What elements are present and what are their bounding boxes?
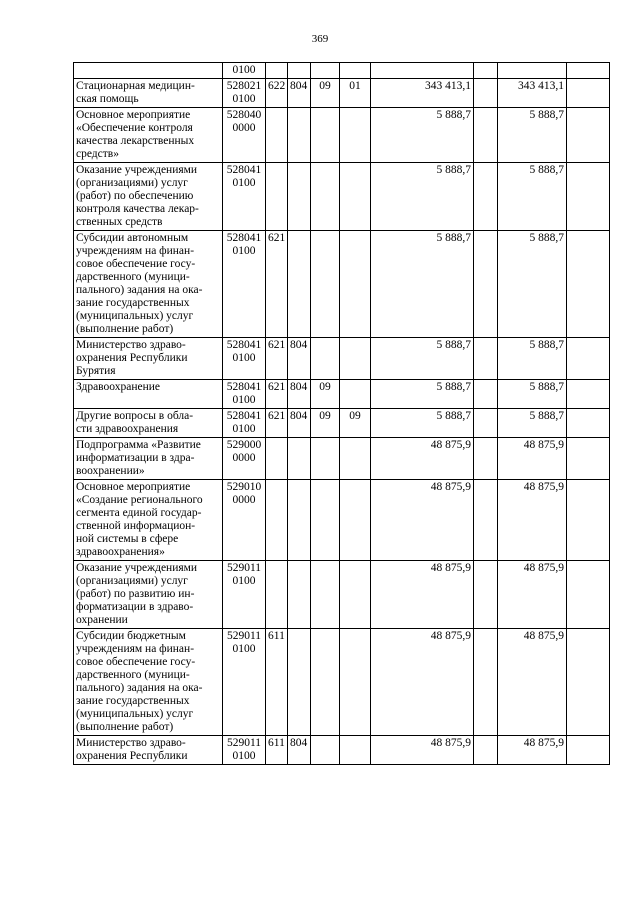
name-cell-line: Оказание учреждениями [76, 164, 198, 176]
target-article-cell-line: 0000 [232, 452, 256, 464]
expense-type-cell: 622 [266, 79, 288, 108]
change-cell [474, 438, 498, 480]
expense-type-cell [266, 438, 288, 480]
amount-total-cell: 5 888,7 [498, 409, 567, 438]
amount-cell: 48 875,9 [371, 480, 474, 561]
target-article-cell [223, 736, 266, 765]
department-cell [288, 561, 311, 629]
amount-total-cell: 5 888,7 [498, 338, 567, 380]
section-cell [311, 438, 340, 480]
target-article-cell [223, 108, 266, 163]
name-cell-line: зание государственных [76, 695, 190, 707]
target-article-cell-line: 0100 [232, 64, 256, 76]
name-cell-line: (организациями) услуг [76, 575, 188, 587]
table-row [74, 231, 610, 338]
target-article-cell-line: 529011 [226, 562, 262, 574]
subsection-cell [340, 561, 371, 629]
target-article-cell-line: 0100 [232, 245, 256, 257]
expense-type-cell: 621 [266, 380, 288, 409]
expense-type-cell [266, 63, 288, 79]
change-cell [474, 736, 498, 765]
extra-cell [567, 380, 610, 409]
target-article-cell [223, 79, 266, 108]
name-cell [74, 409, 223, 438]
section-cell [311, 163, 340, 231]
department-cell [288, 108, 311, 163]
amount-cell: 5 888,7 [371, 380, 474, 409]
name-cell-line: (выполнение работ) [76, 721, 174, 733]
expense-type-cell: 621 [266, 409, 288, 438]
amount-total-cell: 5 888,7 [498, 231, 567, 338]
extra-cell [567, 736, 610, 765]
section-cell [311, 736, 340, 765]
table-row [74, 438, 610, 480]
name-cell [74, 163, 223, 231]
name-cell-line: пального) задания на ока- [76, 284, 203, 296]
extra-cell [567, 63, 610, 79]
change-cell [474, 480, 498, 561]
budget-table [73, 62, 610, 765]
name-cell-line: (муниципальных) услуг [76, 708, 194, 720]
target-article-cell-line: 528041 [226, 164, 262, 176]
name-cell-line: ной системы в сфере [76, 533, 179, 545]
change-cell [474, 63, 498, 79]
name-cell-line: (организациями) услуг [76, 177, 188, 189]
extra-cell [567, 409, 610, 438]
target-article-cell-line: 529011 [226, 630, 262, 642]
section-cell [311, 561, 340, 629]
name-cell-line: учреждениям на финан- [76, 245, 195, 257]
section-cell: 09 [311, 409, 340, 438]
name-cell-line: Субсидии бюджетным [76, 630, 186, 642]
name-cell [74, 108, 223, 163]
name-cell-line: охранения Республики [76, 352, 188, 364]
name-cell-line: Стационарная медицин- [76, 80, 195, 92]
name-cell-line: Бурятия [76, 365, 116, 377]
expense-type-cell: 621 [266, 338, 288, 380]
target-article-cell-line: 0100 [232, 93, 256, 105]
subsection-cell [340, 629, 371, 736]
target-article-cell [223, 480, 266, 561]
name-cell-line: «Создание регионального [76, 494, 203, 506]
target-article-cell-line: 0100 [232, 575, 256, 587]
change-cell [474, 108, 498, 163]
section-cell [311, 629, 340, 736]
name-cell-line: Субсидии автономным [76, 232, 189, 244]
name-cell [74, 338, 223, 380]
name-cell-line: охранении [76, 614, 128, 626]
amount-cell: 5 888,7 [371, 231, 474, 338]
subsection-cell: 09 [340, 409, 371, 438]
extra-cell [567, 79, 610, 108]
target-article-cell-line: 528041 [226, 339, 262, 351]
name-cell-line: ственных средств [76, 216, 163, 228]
change-cell [474, 231, 498, 338]
name-cell [74, 438, 223, 480]
extra-cell [567, 163, 610, 231]
name-cell-line: (выполнение работ) [76, 323, 174, 335]
target-article-cell-line: 0100 [232, 643, 256, 655]
target-article-cell [223, 438, 266, 480]
name-cell-line: учреждениям на финан- [76, 643, 195, 655]
name-cell [74, 736, 223, 765]
amount-total-cell [498, 63, 567, 79]
table-body [74, 63, 610, 765]
subsection-cell [340, 438, 371, 480]
name-cell [74, 79, 223, 108]
table-row [74, 63, 610, 79]
section-cell [311, 338, 340, 380]
name-cell-line: форматизации в здраво- [76, 601, 194, 613]
department-cell [288, 480, 311, 561]
amount-cell: 5 888,7 [371, 409, 474, 438]
name-cell-line: воохранении» [76, 465, 145, 477]
expense-type-cell: 621 [266, 231, 288, 338]
target-article-cell [223, 338, 266, 380]
target-article-cell [223, 409, 266, 438]
page-number: 369 [311, 33, 329, 45]
name-cell-line: (работ) по обеспечению [76, 190, 194, 202]
table-row [74, 561, 610, 629]
name-cell-line: зание государственных [76, 297, 190, 309]
section-cell [311, 108, 340, 163]
target-article-cell [223, 561, 266, 629]
section-cell [311, 231, 340, 338]
extra-cell [567, 480, 610, 561]
target-article-cell-line: 0100 [232, 352, 256, 364]
amount-cell: 48 875,9 [371, 629, 474, 736]
amount-total-cell: 48 875,9 [498, 438, 567, 480]
expense-type-cell [266, 163, 288, 231]
name-cell-line: средств» [76, 148, 119, 160]
extra-cell [567, 231, 610, 338]
target-article-cell-line: 0100 [232, 750, 256, 762]
change-cell [474, 380, 498, 409]
subsection-cell [340, 231, 371, 338]
target-article-cell-line: 528041 [226, 232, 262, 244]
expense-type-cell [266, 561, 288, 629]
table-row [74, 409, 610, 438]
target-article-cell [223, 163, 266, 231]
name-cell-line: (работ) по развитию ин- [76, 588, 195, 600]
name-cell-line: сегмента единой государ- [76, 507, 202, 519]
name-cell-line: пального) задания на ока- [76, 682, 203, 694]
extra-cell [567, 438, 610, 480]
amount-total-cell: 48 875,9 [498, 629, 567, 736]
name-cell [74, 63, 223, 79]
amount-cell [371, 63, 474, 79]
change-cell [474, 163, 498, 231]
table-row [74, 736, 610, 765]
name-cell-line: дарственного (муници- [76, 669, 190, 681]
subsection-cell [340, 736, 371, 765]
name-cell-line: сти здравоохранения [76, 423, 179, 435]
expense-type-cell [266, 108, 288, 163]
table-row [74, 629, 610, 736]
table-row [74, 108, 610, 163]
change-cell [474, 338, 498, 380]
name-cell-line: качества лекарственных [76, 135, 195, 147]
name-cell-line: дарственного (муници- [76, 271, 190, 283]
department-cell: 804 [288, 736, 311, 765]
name-cell-line: контроля качества лекар- [76, 203, 199, 215]
subsection-cell [340, 480, 371, 561]
target-article-cell-line: 529000 [226, 439, 262, 451]
name-cell-line: Подпрограмма «Развитие [76, 439, 201, 451]
name-cell-line: ская помощь [76, 93, 139, 105]
subsection-cell [340, 163, 371, 231]
table-row [74, 380, 610, 409]
amount-total-cell: 343 413,1 [498, 79, 567, 108]
target-article-cell-line: 528040 [226, 109, 262, 121]
amount-total-cell: 5 888,7 [498, 108, 567, 163]
amount-cell: 343 413,1 [371, 79, 474, 108]
department-cell: 804 [288, 338, 311, 380]
subsection-cell [340, 108, 371, 163]
change-cell [474, 409, 498, 438]
expense-type-cell: 611 [266, 736, 288, 765]
subsection-cell [340, 380, 371, 409]
amount-cell: 48 875,9 [371, 438, 474, 480]
target-article-cell [223, 63, 266, 79]
name-cell [74, 561, 223, 629]
department-cell: 804 [288, 79, 311, 108]
section-cell [311, 63, 340, 79]
table-row [74, 338, 610, 380]
target-article-cell-line: 529011 [226, 737, 262, 749]
target-article-cell-line: 0100 [232, 423, 256, 435]
department-cell [288, 163, 311, 231]
table-row [74, 163, 610, 231]
amount-total-cell: 5 888,7 [498, 163, 567, 231]
section-cell: 09 [311, 79, 340, 108]
department-cell [288, 231, 311, 338]
name-cell-line: ственной информацион- [76, 520, 196, 532]
extra-cell [567, 561, 610, 629]
table-row [74, 79, 610, 108]
name-cell-line: здравоохранения» [76, 546, 165, 558]
target-article-cell-line: 528041 [226, 410, 262, 422]
department-cell [288, 438, 311, 480]
name-cell [74, 231, 223, 338]
amount-cell: 5 888,7 [371, 338, 474, 380]
subsection-cell: 01 [340, 79, 371, 108]
table-row [74, 480, 610, 561]
amount-cell: 48 875,9 [371, 561, 474, 629]
extra-cell [567, 108, 610, 163]
department-cell [288, 63, 311, 79]
name-cell-line: «Обеспечение контроля [76, 122, 193, 134]
amount-total-cell: 5 888,7 [498, 380, 567, 409]
target-article-cell-line: 0000 [232, 494, 256, 506]
name-cell-line: Другие вопросы в обла- [76, 410, 194, 422]
name-cell-line: Основное мероприятие [76, 481, 191, 493]
name-cell-line: информатизации в здра- [76, 452, 195, 464]
name-cell [74, 480, 223, 561]
target-article-cell [223, 629, 266, 736]
subsection-cell [340, 63, 371, 79]
amount-cell: 5 888,7 [371, 163, 474, 231]
target-article-cell-line: 529010 [226, 481, 262, 493]
change-cell [474, 561, 498, 629]
name-cell-line: (муниципальных) услуг [76, 310, 194, 322]
amount-cell: 48 875,9 [371, 736, 474, 765]
amount-total-cell: 48 875,9 [498, 736, 567, 765]
name-cell [74, 629, 223, 736]
amount-total-cell: 48 875,9 [498, 561, 567, 629]
target-article-cell-line: 0100 [232, 177, 256, 189]
name-cell-line: Министерство здраво- [76, 737, 186, 749]
subsection-cell [340, 338, 371, 380]
expense-type-cell [266, 480, 288, 561]
target-article-cell-line: 528021 [226, 80, 262, 92]
target-article-cell [223, 380, 266, 409]
target-article-cell-line: 0000 [232, 122, 256, 134]
name-cell-line: охранения Республики [76, 750, 188, 762]
name-cell-line: совое обеспечение госу- [76, 656, 196, 668]
name-cell-line: Здравоохранение [76, 381, 161, 393]
change-cell [474, 79, 498, 108]
target-article-cell-line: 0100 [232, 394, 256, 406]
extra-cell [567, 338, 610, 380]
name-cell-line: Оказание учреждениями [76, 562, 198, 574]
amount-cell: 5 888,7 [371, 108, 474, 163]
section-cell [311, 480, 340, 561]
expense-type-cell: 611 [266, 629, 288, 736]
name-cell-line: Министерство здраво- [76, 339, 186, 351]
department-cell: 804 [288, 409, 311, 438]
target-article-cell [223, 231, 266, 338]
department-cell [288, 629, 311, 736]
name-cell [74, 380, 223, 409]
department-cell: 804 [288, 380, 311, 409]
name-cell-line: Основное мероприятие [76, 109, 191, 121]
extra-cell [567, 629, 610, 736]
change-cell [474, 629, 498, 736]
target-article-cell-line: 528041 [226, 381, 262, 393]
name-cell-line: совое обеспечение госу- [76, 258, 196, 270]
section-cell: 09 [311, 380, 340, 409]
amount-total-cell: 48 875,9 [498, 480, 567, 561]
